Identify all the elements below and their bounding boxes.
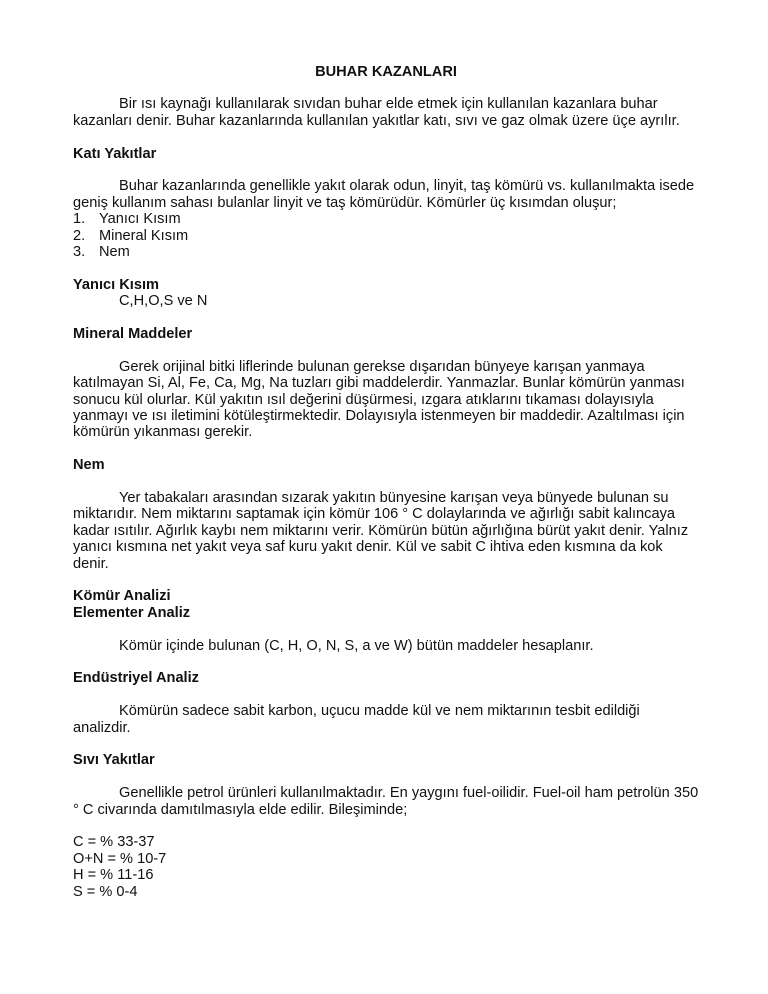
composition-item: O+N = % 10-7 (73, 850, 167, 867)
nem-paragraph: Yer tabakaları arasından sızarak yakıtın bünyesine karışan veya bünyede bulunan su miktarıdır. Nem miktarını saptamak için kömür 106 ° C dolaylarında ve ağırlığı sabit kalıncaya kadar ısıtılır. Ağırlık kaybı nem miktarını verir. Kömürün bütün ağırlığına bürüt yakıt denir. Yalnız yanıcı kısmına net yakıt veya saf kuru yakıt denir. Kül ve sabit C ihtiva eden kısmına da kok denir. (73, 490, 689, 572)
list-item (73, 228, 699, 244)
composition-item: S = % 0-4 (73, 883, 138, 900)
composition-item: C = % 33-37 (73, 834, 155, 851)
heading-kati-yakitlar: Katı Yakıtlar (73, 145, 157, 162)
heading-sivi-yakitlar: Sıvı Yakıtlar (73, 752, 155, 769)
list-number: 1. (73, 211, 86, 228)
document-title: BUHAR KAZANLARI (315, 64, 457, 80)
list-label: Yanıcı Kısım (99, 211, 181, 228)
yanici-kisim-elements: C,H,O,S ve N (119, 293, 208, 310)
heading-elementer-analiz: Elementer Analiz (73, 604, 191, 621)
list-item (73, 244, 699, 260)
heading-komur-analizi: Kömür Analizi (73, 588, 171, 605)
kati-parts-list (73, 211, 699, 260)
heading-mineral-maddeler: Mineral Maddeler (73, 326, 193, 343)
document-page (73, 64, 699, 900)
list-label: Mineral Kısım (99, 227, 189, 244)
elementer-analiz-paragraph: Kömür içinde bulunan (C, H, O, N, S, a ve W) bütün maddeler hesaplanır. (119, 637, 594, 654)
heading-endustriyel-analiz: Endüstriyel Analiz (73, 670, 199, 687)
heading-nem: Nem (73, 457, 105, 474)
composition-item: H = % 11-16 (73, 867, 154, 884)
list-number: 2. (73, 227, 86, 244)
list-item (73, 211, 699, 227)
intro-paragraph: Bir ısı kaynağı kullanılarak sıvıdan buhar elde etmek için kullanılan kazanlara buhar kazanları denir. Buhar kazanlarında kullanılan yakıtlar katı, sıvı ve gaz olmak üzere üçe ayrılır. (73, 96, 680, 129)
sivi-yakitlar-paragraph: Genellikle petrol ürünleri kullanılmaktadır. En yaygını fuel-oilidir. Fuel-oil ham petrolün 350 ° C civarında damıtılmasıyla elde edilir. Bileşiminde; (73, 785, 699, 818)
composition-list (73, 834, 699, 900)
heading-yanici-kisim: Yanıcı Kısım (73, 276, 159, 293)
kati-yakitlar-paragraph: Buhar kazanlarında genellikle yakıt olarak odun, linyit, taş kömürü vs. kullanılmakta isede geniş kullanım sahası bulanlar linyit ve taş kömürüdür. Kömürler üç kısımdan oluşur; (73, 178, 695, 211)
list-number: 3. (73, 244, 86, 261)
endustriyel-analiz-paragraph: Kömürün sadece sabit karbon, uçucu madde kül ve nem miktarının tesbit edildiği analizdir. (73, 703, 640, 736)
mineral-maddeler-paragraph: Gerek orijinal bitki liflerinde bulunan gerekse dışarıdan bünyeye karışan yanmaya katılmayan Si, Al, Fe, Ca, Mg, Na tuzları gibi maddelerdir. Yanmazlar. Bunlar kömürün yanması sonucu kül olurlar. Kül yakıtın ısıl değerini düşürmesi, ızgara atıklarını tıkaması dolayısıyla yanmayı ve ısı iletimini kötüleştirmektedir. Dolayısıyla istenmeyen bir maddedir. Azaltılması için kömürün yıkanması gerekir. (73, 358, 685, 441)
list-label: Nem (99, 244, 130, 261)
